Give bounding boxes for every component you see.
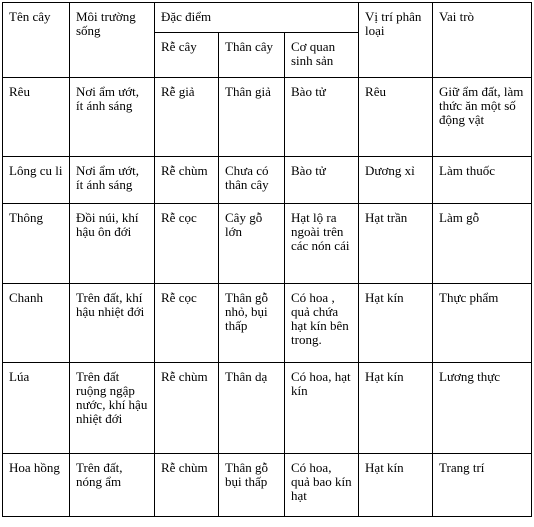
cell-re: Rễ chùm [155, 454, 219, 517]
cell-co-quan: Bào tử [285, 78, 359, 157]
table-row [3, 454, 532, 517]
cell-moi-truong: Trên đất, khí hậu nhiệt đới [70, 284, 155, 363]
cell-ten: Hoa hồng [3, 454, 70, 517]
cell-ten: Chanh [3, 284, 70, 363]
header-ten-cay: Tên cây [3, 3, 70, 78]
cell-moi-truong: Trên đất ruộng ngập nước, khí hậu nhiệt đới [70, 363, 155, 454]
cell-moi-truong: Nơi ẩm ướt, ít ánh sáng [70, 157, 155, 204]
cell-vi-tri: Hạt kín [359, 454, 433, 517]
table-row [3, 284, 532, 363]
cell-vi-tri: Dương xỉ [359, 157, 433, 204]
cell-than: Thân gỗ nhỏ, bụi thấp [219, 284, 285, 363]
header-row [3, 3, 532, 33]
cell-vi-tri: Hạt trần [359, 204, 433, 284]
cell-re: Rễ chùm [155, 157, 219, 204]
cell-vi-tri: Hạt kín [359, 363, 433, 454]
cell-re: Rễ chùm [155, 363, 219, 454]
cell-vi-tri: Rêu [359, 78, 433, 157]
cell-than: Thân dạ [219, 363, 285, 454]
table-row [3, 363, 532, 454]
cell-vai-tro: Giữ ẩm đất, làm thức ăn một số động vật [433, 78, 532, 157]
cell-co-quan: Hạt lộ ra ngoài trên các nón cái [285, 204, 359, 284]
cell-vai-tro: Thực phẩm [433, 284, 532, 363]
header-co-quan: Cơ quan sinh sản [285, 33, 359, 78]
cell-ten: Lông cu li [3, 157, 70, 204]
header-than-cay: Thân cây [219, 33, 285, 78]
cell-moi-truong: Đồi núi, khí hậu ôn đới [70, 204, 155, 284]
cell-re: Rễ cọc [155, 284, 219, 363]
cell-ten: Thông [3, 204, 70, 284]
cell-ten: Lúa [3, 363, 70, 454]
cell-than: Chưa có thân cây [219, 157, 285, 204]
cell-co-quan: Có hoa, hạt kín [285, 363, 359, 454]
cell-co-quan: Bào tử [285, 157, 359, 204]
header-vai-tro: Vai trò [433, 3, 532, 78]
header-re-cay: Rễ cây [155, 33, 219, 78]
cell-vai-tro: Làm gỗ [433, 204, 532, 284]
cell-vai-tro: Làm thuốc [433, 157, 532, 204]
cell-than: Thân giả [219, 78, 285, 157]
cell-moi-truong: Nơi ẩm ướt, ít ánh sáng [70, 78, 155, 157]
cell-re: Rễ giả [155, 78, 219, 157]
plant-classification-table [2, 2, 532, 517]
cell-ten: Rêu [3, 78, 70, 157]
cell-vi-tri: Hạt kín [359, 284, 433, 363]
header-vi-tri: Vị trí phân loại [359, 3, 433, 78]
cell-co-quan: Có hoa , quả chứa hạt kín bên trong. [285, 284, 359, 363]
table-row [3, 78, 532, 157]
cell-vai-tro: Lương thực [433, 363, 532, 454]
cell-vai-tro: Trang trí [433, 454, 532, 517]
header-dac-diem: Đặc điểm [155, 3, 359, 33]
cell-re: Rễ cọc [155, 204, 219, 284]
cell-than: Cây gỗ lớn [219, 204, 285, 284]
table-row [3, 204, 532, 284]
cell-than: Thân gỗ bụi thấp [219, 454, 285, 517]
table-row [3, 157, 532, 204]
cell-co-quan: Có hoa, quả bao kín hạt [285, 454, 359, 517]
header-moi-truong: Môi trường sống [70, 3, 155, 78]
cell-moi-truong: Trên đất, nóng ẩm [70, 454, 155, 517]
